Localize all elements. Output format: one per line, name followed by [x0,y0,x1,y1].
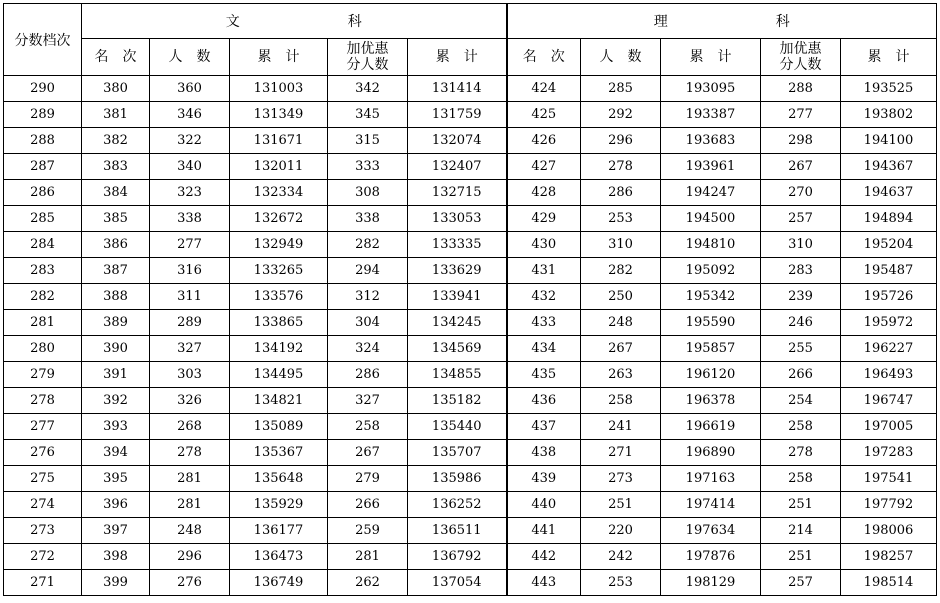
wenke-rank-cell: 387 [82,258,150,284]
like-bonus-count-cell: 254 [761,388,841,414]
wenke-cumulative-cell: 136473 [230,544,328,570]
like-cumulative-cell: 197163 [661,466,761,492]
wenke-bonus-count-cell: 282 [328,232,408,258]
like-char-1: 理 [653,14,668,30]
score-distribution-table-wrapper [3,3,937,596]
wenke-bonus-count-cell: 286 [328,362,408,388]
like-rank-cell: 436 [507,388,581,414]
wenke-bonus-cumulative-cell: 132074 [408,128,507,154]
wenke-cumulative-cell: 132011 [230,154,328,180]
like-bonus-count-cell: 310 [761,232,841,258]
wenke-bonus-cumulative-cell: 133335 [408,232,507,258]
like-rank-cell: 426 [507,128,581,154]
like-count-cell: 278 [581,154,661,180]
like-bonus-cumulative-cell: 196747 [841,388,937,414]
wenke-bonus-cumulative-cell: 134569 [408,336,507,362]
wenke-count-cell: 316 [150,258,230,284]
wenke-cumulative-cell: 134821 [230,388,328,414]
wenke-rank-cell: 386 [82,232,150,258]
like-count-header: 人 数 [581,39,661,76]
table-row [4,440,937,466]
like-rank-cell: 428 [507,180,581,206]
wenke-count-cell: 322 [150,128,230,154]
like-bonus-cumulative-cell: 197283 [841,440,937,466]
wenke-count-cell: 277 [150,232,230,258]
table-row [4,466,937,492]
wenke-cumulative-cell: 134192 [230,336,328,362]
like-group-header [507,4,937,39]
like-count-cell: 292 [581,102,661,128]
like-bonus-cumulative-cell: 194894 [841,206,937,232]
score-distribution-table [3,3,937,596]
wenke-bonus-count-cell: 333 [328,154,408,180]
wenke-bonus-cumulative-cell: 134855 [408,362,507,388]
table-row [4,232,937,258]
like-rank-cell: 438 [507,440,581,466]
like-bonus-cumulative-cell: 197541 [841,466,937,492]
wenke-char-2: 科 [347,14,362,30]
like-bonus-cumulative-cell: 198514 [841,570,937,596]
wenke-cumulative-cell: 131671 [230,128,328,154]
like-bonus-count-cell: 251 [761,492,841,518]
wenke-rank-cell: 397 [82,518,150,544]
wenke-bonus-cumulative-cell: 135707 [408,440,507,466]
like-cumulative-cell: 194810 [661,232,761,258]
like-bonus-count-cell: 298 [761,128,841,154]
wenke-rank-cell: 392 [82,388,150,414]
wenke-bonus-count-cell: 338 [328,206,408,232]
like-char-2: 科 [775,14,790,30]
like-bonus-count-cell: 255 [761,336,841,362]
wenke-bonus-count-cell: 304 [328,310,408,336]
wenke-bonus-count-cell: 279 [328,466,408,492]
table-row [4,310,937,336]
like-bonus-cumulative-cell: 195972 [841,310,937,336]
like-bonus-count-cell: 270 [761,180,841,206]
wenke-bonus-count-cell: 312 [328,284,408,310]
table-row [4,102,937,128]
score-cell: 287 [4,154,82,180]
wenke-bonus-cumulative-cell: 135182 [408,388,507,414]
wenke-bonus-count-cell: 315 [328,128,408,154]
wenke-count-cell: 268 [150,414,230,440]
wenke-char-1: 文 [225,14,240,30]
wenke-bonus-cumulative-cell: 131414 [408,76,507,102]
wenke-rank-header: 名 次 [82,39,150,76]
like-count-cell: 273 [581,466,661,492]
like-cumulative-cell: 195092 [661,258,761,284]
like-rank-cell: 440 [507,492,581,518]
wenke-count-cell: 276 [150,570,230,596]
score-cell: 290 [4,76,82,102]
wenke-count-cell: 289 [150,310,230,336]
like-bonus-count-cell: 277 [761,102,841,128]
wenke-bonus-count-header: 加优惠 分人数 [328,39,408,76]
like-bonus-cumulative-cell: 196227 [841,336,937,362]
wenke-bonus-cumulative-cell: 136792 [408,544,507,570]
like-bonus-count-cell: 239 [761,284,841,310]
like-cumulative-cell: 196619 [661,414,761,440]
like-count-cell: 220 [581,518,661,544]
like-bonus-count-cell: 251 [761,544,841,570]
like-cumulative-cell: 196378 [661,388,761,414]
wenke-cumulative-cell: 133865 [230,310,328,336]
wenke-bonus-count-cell: 294 [328,258,408,284]
wenke-bonus-count-cell: 259 [328,518,408,544]
like-cumulative-header: 累 计 [661,39,761,76]
like-bonus-count-header: 加优惠 分人数 [761,39,841,76]
like-bonus-cumulative-cell: 195726 [841,284,937,310]
wenke-cumulative-cell: 135929 [230,492,328,518]
wenke-bonus-cumulative-cell: 131759 [408,102,507,128]
like-bonus-cumulative-cell: 194637 [841,180,937,206]
table-row [4,570,937,596]
like-count-cell: 258 [581,388,661,414]
like-cumulative-cell: 194247 [661,180,761,206]
score-cell: 276 [4,440,82,466]
wenke-rank-cell: 393 [82,414,150,440]
wenke-bonus-cumulative-cell: 135440 [408,414,507,440]
like-rank-cell: 425 [507,102,581,128]
like-bonus-count-cell: 288 [761,76,841,102]
like-cumulative-cell: 193683 [661,128,761,154]
wenke-group-header [82,4,507,39]
wenke-bonus-count-cell: 262 [328,570,408,596]
like-count-cell: 250 [581,284,661,310]
table-row [4,362,937,388]
wenke-bonus-cumulative-cell: 134245 [408,310,507,336]
wenke-cumulative-cell: 135648 [230,466,328,492]
wenke-bonus-count-cell: 281 [328,544,408,570]
wenke-cumulative-cell: 136749 [230,570,328,596]
wenke-cumulative-cell: 132672 [230,206,328,232]
table-row [4,518,937,544]
score-cell: 271 [4,570,82,596]
score-cell: 283 [4,258,82,284]
like-cumulative-cell: 195342 [661,284,761,310]
like-rank-cell: 427 [507,154,581,180]
wenke-count-header: 人 数 [150,39,230,76]
score-cell: 280 [4,336,82,362]
table-row [4,414,937,440]
score-level-header: 分数档次 [4,4,82,76]
like-count-cell: 285 [581,76,661,102]
wenke-count-cell: 296 [150,544,230,570]
wenke-count-cell: 278 [150,440,230,466]
table-row [4,336,937,362]
like-bonus-count-cell: 278 [761,440,841,466]
like-rank-cell: 429 [507,206,581,232]
like-bonus-count-cell: 257 [761,206,841,232]
like-rank-cell: 434 [507,336,581,362]
like-cumulative-cell: 197414 [661,492,761,518]
like-count-cell: 241 [581,414,661,440]
wenke-count-cell: 340 [150,154,230,180]
like-cumulative-cell: 197876 [661,544,761,570]
wenke-rank-cell: 389 [82,310,150,336]
wenke-rank-cell: 391 [82,362,150,388]
wenke-cumulative-cell: 135367 [230,440,328,466]
wenke-cumulative-cell: 132949 [230,232,328,258]
wenke-count-cell: 360 [150,76,230,102]
wenke-bonus-cumulative-cell: 132715 [408,180,507,206]
like-cumulative-cell: 197634 [661,518,761,544]
wenke-rank-cell: 396 [82,492,150,518]
wenke-rank-cell: 385 [82,206,150,232]
score-cell: 281 [4,310,82,336]
like-count-cell: 271 [581,440,661,466]
score-cell: 282 [4,284,82,310]
like-cumulative-cell: 196120 [661,362,761,388]
wenke-rank-cell: 399 [82,570,150,596]
wenke-bonus-cumulative-cell: 133053 [408,206,507,232]
table-row [4,206,937,232]
score-cell: 288 [4,128,82,154]
score-cell: 274 [4,492,82,518]
like-rank-cell: 439 [507,466,581,492]
like-bonus-cumulative-cell: 198257 [841,544,937,570]
wenke-rank-cell: 395 [82,466,150,492]
like-count-cell: 296 [581,128,661,154]
like-rank-cell: 432 [507,284,581,310]
wenke-bonus-cumulative-cell: 133941 [408,284,507,310]
wenke-count-cell: 338 [150,206,230,232]
like-rank-cell: 442 [507,544,581,570]
like-rank-cell: 431 [507,258,581,284]
wenke-count-cell: 326 [150,388,230,414]
wenke-bonus-count-cell: 267 [328,440,408,466]
wenke-bonus-count-cell: 345 [328,102,408,128]
score-cell: 279 [4,362,82,388]
wenke-bonus-cumulative-cell: 136511 [408,518,507,544]
like-cumulative-cell: 193387 [661,102,761,128]
table-row [4,544,937,570]
like-bonus-count-cell: 258 [761,414,841,440]
wenke-count-cell: 346 [150,102,230,128]
like-bonus-cumulative-cell: 193525 [841,76,937,102]
like-bonus-cumulative-cell: 197792 [841,492,937,518]
like-bonus-cumulative-cell: 194100 [841,128,937,154]
wenke-bonus-cumulative-header: 累 计 [408,39,507,76]
score-cell: 286 [4,180,82,206]
like-bonus-cumulative-cell: 194367 [841,154,937,180]
like-rank-cell: 435 [507,362,581,388]
like-count-cell: 263 [581,362,661,388]
like-rank-cell: 437 [507,414,581,440]
like-cumulative-cell: 195857 [661,336,761,362]
like-bonus-cumulative-cell: 193802 [841,102,937,128]
table-row [4,492,937,518]
like-bonus-cumulative-header: 累 计 [841,39,937,76]
wenke-rank-cell: 381 [82,102,150,128]
table-row [4,128,937,154]
wenke-bonus-count-cell: 327 [328,388,408,414]
wenke-count-cell: 281 [150,492,230,518]
wenke-rank-cell: 382 [82,128,150,154]
wenke-rank-cell: 390 [82,336,150,362]
like-rank-cell: 443 [507,570,581,596]
wenke-count-cell: 311 [150,284,230,310]
wenke-count-cell: 281 [150,466,230,492]
wenke-cumulative-cell: 131003 [230,76,328,102]
like-cumulative-cell: 195590 [661,310,761,336]
wenke-cumulative-cell: 133576 [230,284,328,310]
like-bonus-count-cell: 267 [761,154,841,180]
wenke-cumulative-header: 累 计 [230,39,328,76]
like-count-cell: 248 [581,310,661,336]
score-cell: 273 [4,518,82,544]
table-row [4,76,937,102]
like-bonus-cumulative-cell: 195204 [841,232,937,258]
like-bonus-cumulative-cell: 197005 [841,414,937,440]
like-cumulative-cell: 194500 [661,206,761,232]
score-cell: 275 [4,466,82,492]
like-count-cell: 310 [581,232,661,258]
like-rank-header: 名 次 [507,39,581,76]
like-rank-cell: 441 [507,518,581,544]
like-bonus-cumulative-cell: 196493 [841,362,937,388]
wenke-bonus-cumulative-cell: 136252 [408,492,507,518]
like-bonus-count-cell: 257 [761,570,841,596]
wenke-bonus-count-cell: 342 [328,76,408,102]
wenke-cumulative-cell: 132334 [230,180,328,206]
wenke-rank-cell: 383 [82,154,150,180]
wenke-bonus-count-cell: 266 [328,492,408,518]
like-rank-cell: 433 [507,310,581,336]
like-cumulative-cell: 196890 [661,440,761,466]
like-count-cell: 253 [581,206,661,232]
table-body [4,76,937,596]
wenke-rank-cell: 380 [82,76,150,102]
wenke-cumulative-cell: 135089 [230,414,328,440]
wenke-rank-cell: 388 [82,284,150,310]
wenke-rank-cell: 394 [82,440,150,466]
like-bonus-count-cell: 266 [761,362,841,388]
like-cumulative-cell: 198129 [661,570,761,596]
like-rank-cell: 430 [507,232,581,258]
like-bonus-count-cell: 258 [761,466,841,492]
like-count-cell: 253 [581,570,661,596]
like-count-cell: 286 [581,180,661,206]
wenke-bonus-count-cell: 308 [328,180,408,206]
score-cell: 272 [4,544,82,570]
like-count-cell: 282 [581,258,661,284]
wenke-cumulative-cell: 134495 [230,362,328,388]
wenke-count-cell: 303 [150,362,230,388]
score-cell: 277 [4,414,82,440]
wenke-count-cell: 248 [150,518,230,544]
wenke-bonus-count-cell: 324 [328,336,408,362]
wenke-bonus-cumulative-cell: 133629 [408,258,507,284]
like-count-cell: 251 [581,492,661,518]
table-row [4,258,937,284]
wenke-cumulative-cell: 133265 [230,258,328,284]
score-cell: 284 [4,232,82,258]
wenke-cumulative-cell: 131349 [230,102,328,128]
like-bonus-count-cell: 214 [761,518,841,544]
like-count-cell: 267 [581,336,661,362]
wenke-bonus-cumulative-cell: 135986 [408,466,507,492]
like-bonus-count-cell: 246 [761,310,841,336]
wenke-count-cell: 327 [150,336,230,362]
score-cell: 289 [4,102,82,128]
like-bonus-cumulative-cell: 195487 [841,258,937,284]
wenke-count-cell: 323 [150,180,230,206]
like-bonus-count-cell: 283 [761,258,841,284]
score-cell: 278 [4,388,82,414]
like-cumulative-cell: 193961 [661,154,761,180]
wenke-bonus-count-cell: 258 [328,414,408,440]
table-row [4,284,937,310]
like-bonus-cumulative-cell: 198006 [841,518,937,544]
wenke-bonus-cumulative-cell: 137054 [408,570,507,596]
table-row [4,180,937,206]
like-rank-cell: 424 [507,76,581,102]
like-cumulative-cell: 193095 [661,76,761,102]
wenke-rank-cell: 398 [82,544,150,570]
wenke-bonus-cumulative-cell: 132407 [408,154,507,180]
table-row [4,388,937,414]
score-cell: 285 [4,206,82,232]
table-row [4,154,937,180]
wenke-rank-cell: 384 [82,180,150,206]
like-count-cell: 242 [581,544,661,570]
wenke-cumulative-cell: 136177 [230,518,328,544]
